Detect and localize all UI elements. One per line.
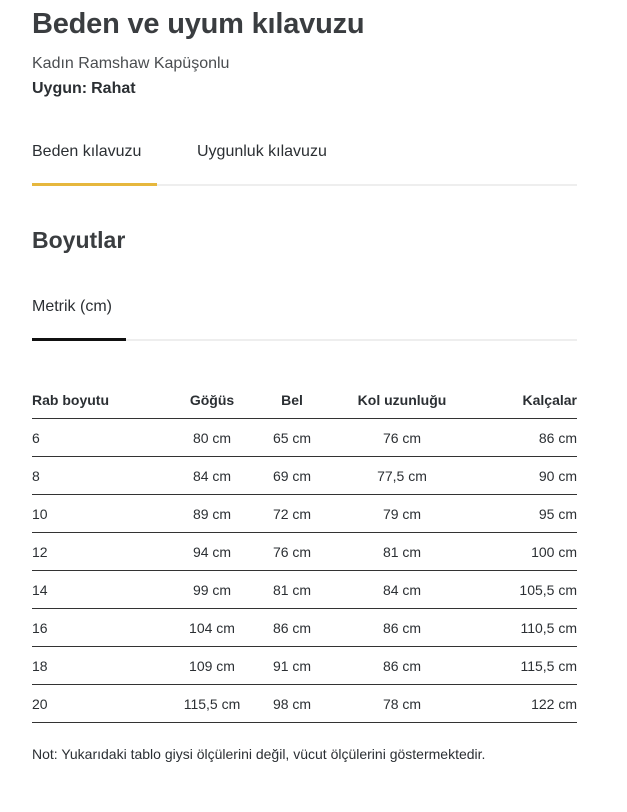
cell-hips: 90 cm [482, 457, 577, 495]
table-row [32, 609, 577, 647]
guide-tabs [32, 138, 577, 186]
cell-sleeve: 84 cm [322, 571, 482, 609]
table-row [32, 647, 577, 685]
cell-waist: 76 cm [262, 533, 322, 571]
cell-size: 14 [32, 571, 162, 609]
table-header-row [32, 382, 577, 419]
cell-hips: 100 cm [482, 533, 577, 571]
cell-waist: 86 cm [262, 609, 322, 647]
cell-sleeve: 76 cm [322, 419, 482, 457]
cell-waist: 91 cm [262, 647, 322, 685]
cell-chest: 109 cm [162, 647, 262, 685]
cell-hips: 115,5 cm [482, 647, 577, 685]
section-title: Boyutlar [32, 227, 126, 253]
cell-hips: 105,5 cm [482, 571, 577, 609]
cell-chest: 104 cm [162, 609, 262, 647]
cell-sleeve: 78 cm [322, 685, 482, 723]
cell-waist: 65 cm [262, 419, 322, 457]
cell-sleeve: 86 cm [322, 609, 482, 647]
cell-size: 20 [32, 685, 162, 723]
cell-hips: 86 cm [482, 419, 577, 457]
cell-chest: 89 cm [162, 495, 262, 533]
cell-waist: 72 cm [262, 495, 322, 533]
cell-chest: 115,5 cm [162, 685, 262, 723]
cell-sleeve: 79 cm [322, 495, 482, 533]
page-title: Beden ve uyum kılavuzu [32, 8, 365, 40]
cell-hips: 95 cm [482, 495, 577, 533]
column-header-sleeve: Kol uzunluğu [322, 382, 482, 419]
fit-label: Uygun: [32, 80, 88, 97]
tab-fit-guide[interactable]: Uygunluk kılavuzu [197, 143, 327, 160]
column-header-hips: Kalçalar [482, 382, 577, 419]
cell-size: 8 [32, 457, 162, 495]
cell-sleeve: 81 cm [322, 533, 482, 571]
table-row [32, 685, 577, 723]
cell-waist: 81 cm [262, 571, 322, 609]
fit-value: Rahat [91, 80, 136, 97]
cell-hips: 122 cm [482, 685, 577, 723]
cell-chest: 94 cm [162, 533, 262, 571]
cell-sleeve: 77,5 cm [322, 457, 482, 495]
cell-size: 18 [32, 647, 162, 685]
fit-info [32, 80, 136, 98]
cell-chest: 84 cm [162, 457, 262, 495]
cell-hips: 110,5 cm [482, 609, 577, 647]
product-name: Kadın Ramshaw Kapüşonlu [32, 55, 230, 72]
cell-chest: 80 cm [162, 419, 262, 457]
cell-sleeve: 86 cm [322, 647, 482, 685]
size-table [32, 382, 577, 723]
active-tab-indicator [32, 183, 157, 186]
table-note: Not: Yukarıdaki tablo giysi ölçülerini değil, vücut ölçülerini göstermektedir. [32, 746, 486, 762]
cell-size: 16 [32, 609, 162, 647]
tab-metric[interactable]: Metrik (cm) [32, 298, 112, 315]
cell-waist: 98 cm [262, 685, 322, 723]
cell-chest: 99 cm [162, 571, 262, 609]
active-unit-indicator [32, 338, 126, 341]
table-row [32, 419, 577, 457]
cell-waist: 69 cm [262, 457, 322, 495]
table-row [32, 571, 577, 609]
column-header-chest: Göğüs [162, 382, 262, 419]
cell-size: 12 [32, 533, 162, 571]
tab-size-guide[interactable]: Beden kılavuzu [32, 143, 142, 160]
table-row [32, 495, 577, 533]
table-row [32, 457, 577, 495]
cell-size: 10 [32, 495, 162, 533]
cell-size: 6 [32, 419, 162, 457]
column-header-size: Rab boyutu [32, 382, 162, 419]
table-row [32, 533, 577, 571]
unit-tabs [32, 294, 577, 341]
column-header-waist: Bel [262, 382, 322, 419]
